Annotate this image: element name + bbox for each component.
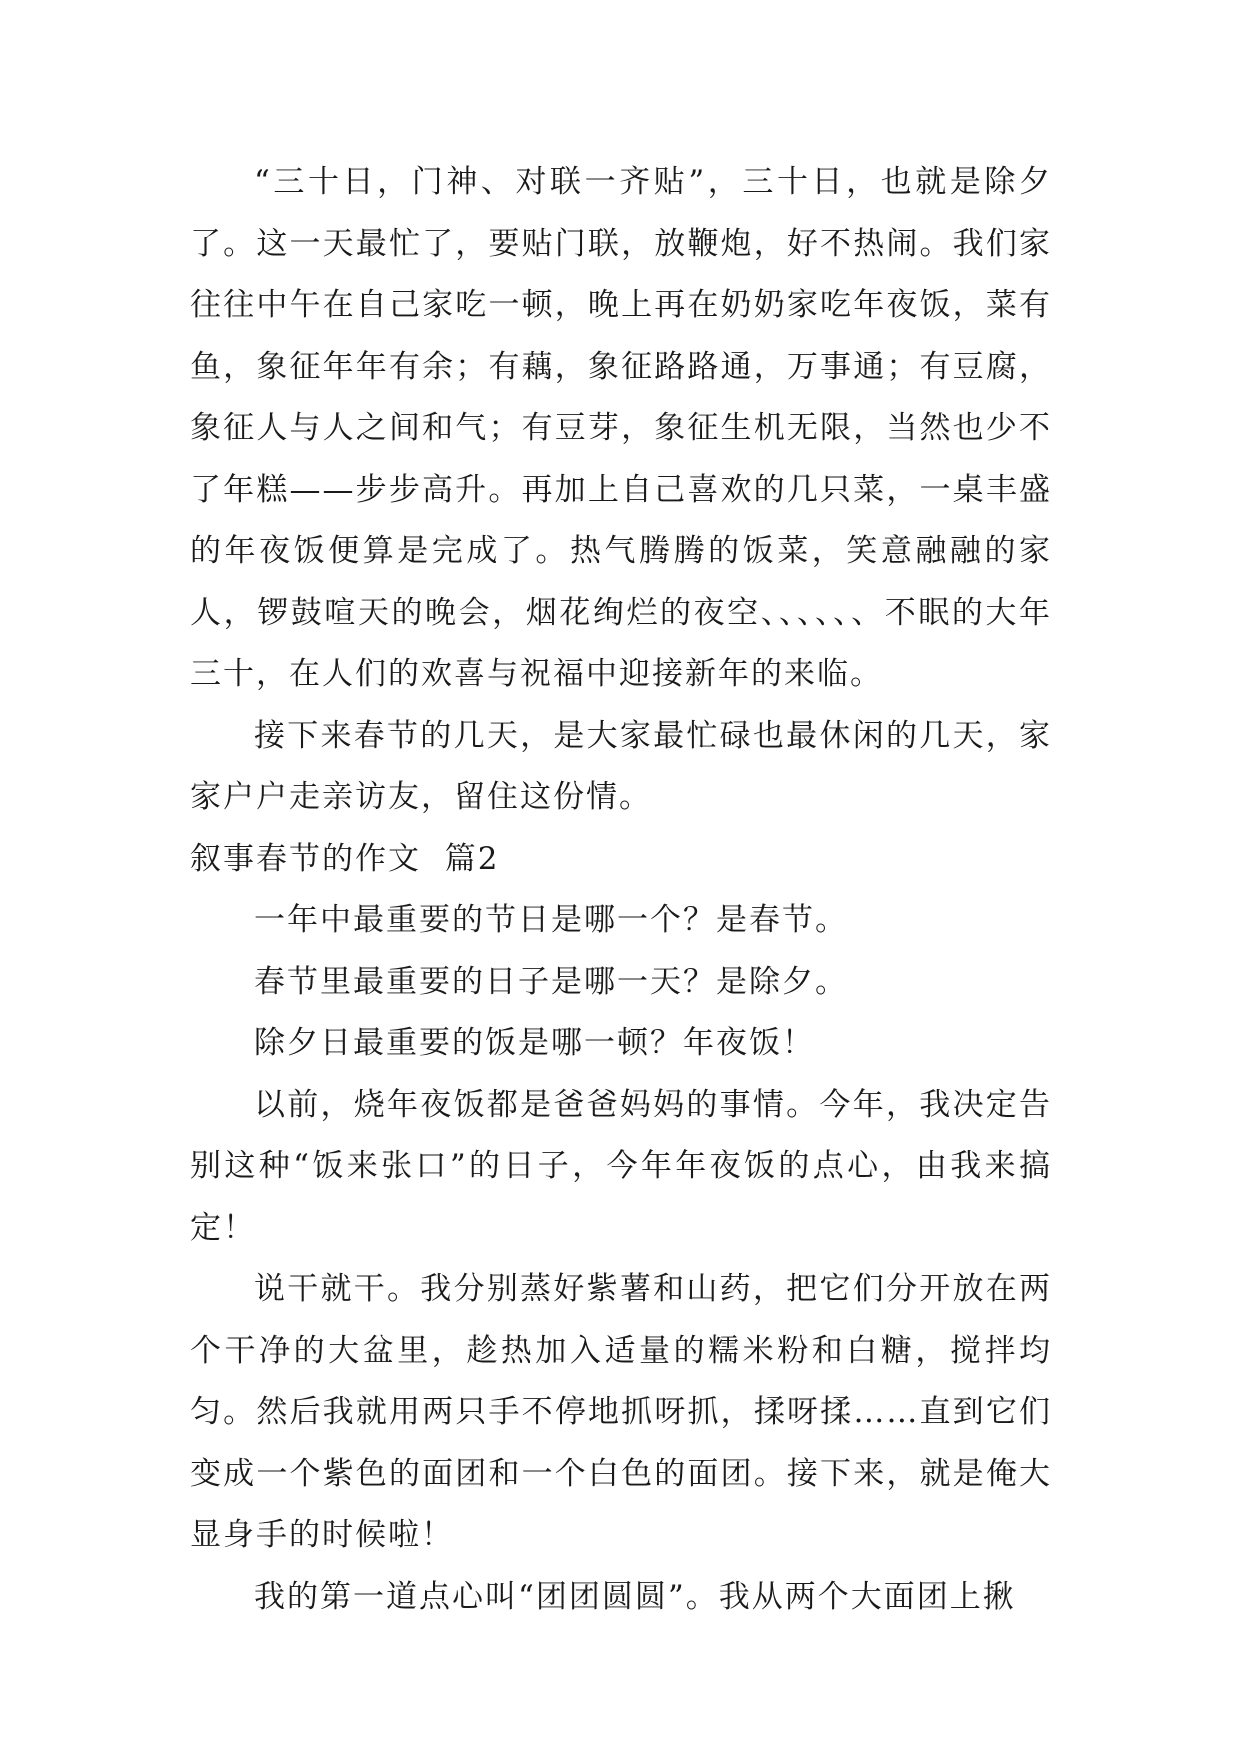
paragraph-spring-festival-days: 接下来春节的几天，是大家最忙碌也最休闲的几天，家家户户走亲访友，留住这份情。: [190, 717, 1052, 815]
paragraph-question-day: 春节里最重要的日子是哪一天？是除夕。: [254, 963, 848, 1000]
section-heading: 叙事春节的作文 篇2: [190, 840, 500, 877]
paragraph-question-meal: 除夕日最重要的饭是哪一顿？年夜饭！: [254, 1025, 815, 1061]
paragraph-question-festival: 一年中最重要的节日是哪一个？是春节。: [254, 902, 848, 938]
paragraph-decision: 以前，烧年夜饭都是爸爸妈妈的事情。今年，我决定告别这种“饭来张口”的日子，今年年夜饭的点心，由我来搞定！: [190, 1086, 1052, 1246]
paragraph-first-dessert: 我的第一道点心叫“团团圆圆”。我从两个大面团上揪: [254, 1578, 1016, 1615]
paragraph-new-years-eve: “三十日，门神、对联一齐贴”，三十日，也就是除夕了。这一天最忙了，要贴门联，放鞭炮，好不热闹。我们家往往中午在自己家吃一顿，晚上再在奶奶家吃年夜饭，菜有鱼，象征年年有余；有藕，象征路路通，万事通；有豆腐，象征人与人之间和气；有豆芽，象征生机无限，当然也少不了年糕——步步高升。再加上自己喜欢的几只菜，一桌丰盛的年夜饭便算是完成了。热气腾腾的饭菜，笑意融融的家人，锣鼓喧天的晚会，烟花绚烂的夜空、、、、、、不眠的大年三十，在人们的欢喜与祝福中迎接新年的来临。: [190, 164, 1052, 692]
paragraph-making-dough: 说干就干。我分别蒸好紫薯和山药，把它们分开放在两个干净的大盆里，趁热加入适量的糯米粉和白糖，搅拌均匀。然后我就用两只手不停地抓呀抓，揉呀揉……直到它们变成一个紫色的面团和一个白色的面团。接下来，就是俺大显身手的时候啦！: [190, 1271, 1052, 1553]
document-body: [190, 152, 1052, 1628]
